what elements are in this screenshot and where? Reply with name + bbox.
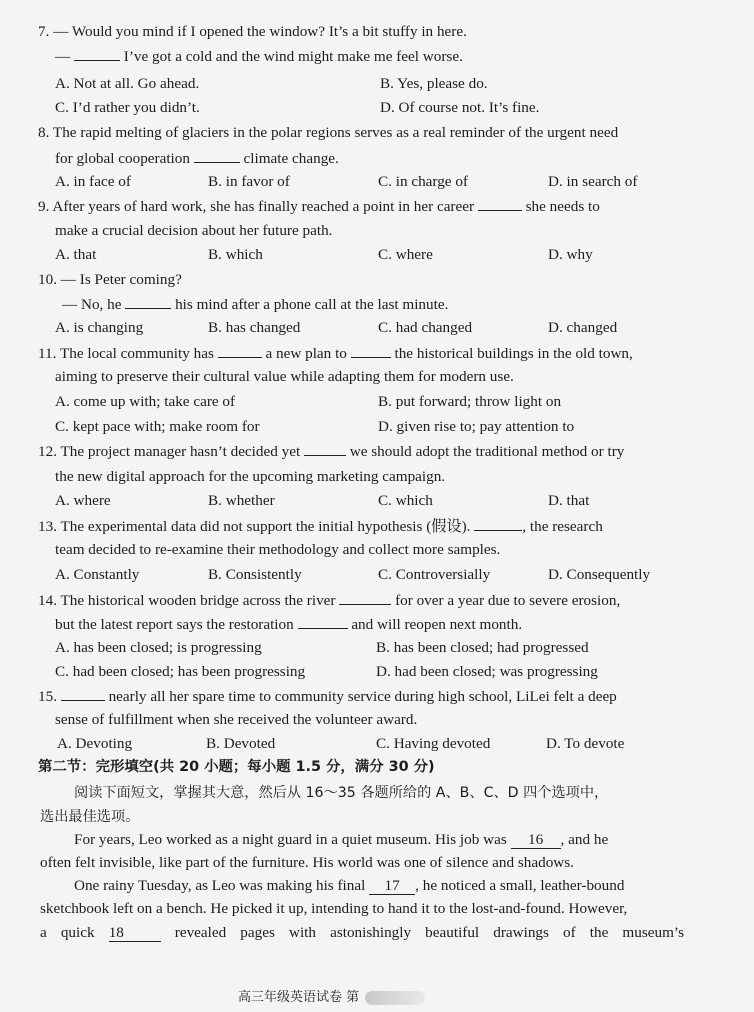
q10-option-c: C. had changed (378, 319, 473, 336)
q14-line2: but the latest report says the restoration and will reopen next month. (55, 616, 523, 633)
passage-p1-line2: often felt invisible, like part of the furniture. His world was one of silence and shadows. (40, 854, 574, 871)
q11-blank-2 (351, 343, 391, 358)
q14-option-d: D. had been closed; was progressing (376, 663, 598, 680)
q15-option-a: A. Devoting (57, 735, 133, 752)
q15-option-b: B. Devoted (206, 735, 276, 752)
q15-line2: sense of fulfillment when she received the volunteer award. (55, 711, 418, 728)
q9-option-b: B. which (208, 246, 263, 263)
section2-heading: 第二节：完形填空(共 20 小题；每小题 1.5 分，满分 30 分) (38, 759, 435, 775)
q14-stem: 14. The historical wooden bridge across the river for over a year due to severe erosion, (38, 592, 621, 609)
q7-blank (74, 46, 120, 61)
q7-option-c: C. I’d rather you didn’t. (55, 99, 200, 116)
q13-option-b: B. Consistently (208, 566, 302, 583)
q8-stem: 8. The rapid melting of glaciers in the polar regions serves as a real reminder of the urgent need (38, 124, 619, 141)
section2-instruction-line1: 阅读下面短文，掌握其大意，然后从 16～35 各题所给的 A、B、C、D 四个选项中， (74, 785, 609, 801)
q14-blank-2 (298, 614, 348, 629)
page-footer: 高三年级英语试卷 第 (238, 986, 425, 1005)
q10-option-b: B. has changed (208, 319, 301, 336)
q7-option-b: B. Yes, please do. (380, 75, 488, 92)
q15-stem: 15. nearly all her spare time to community service during high school, LiLei felt a deep (38, 688, 617, 705)
blank-18: 18 (109, 925, 161, 942)
q11-option-c: C. kept pace with; make room for (55, 418, 260, 435)
q14-option-c: C. had been closed; has been progressing (55, 663, 306, 680)
section2-instruction-line2: 选出最佳选项。 (40, 809, 140, 825)
q8-option-d: D. in search of (548, 173, 638, 190)
q9-line2: make a crucial decision about her future path. (55, 222, 333, 239)
footer-smudge (365, 991, 425, 1005)
q12-option-d: D. that (548, 492, 590, 509)
q7-line2: — I’ve got a cold and the wind might make me feel worse. (55, 48, 463, 65)
q11-stem: 11. The local community has a new plan to the historical buildings in the old town, (38, 345, 633, 362)
q14-option-a: A. has been closed; is progressing (55, 639, 262, 656)
q12-line2: the new digital approach for the upcoming marketing campaign. (55, 468, 446, 485)
q13-option-c: C. Controversially (378, 566, 491, 583)
q14-option-b: B. has been closed; had progressed (376, 639, 589, 656)
q8-blank (194, 148, 240, 163)
q9-blank (478, 196, 522, 211)
passage-p2-line2: sketchbook left on a bench. He picked it up, intending to hand it to the lost-and-found. However, (40, 900, 628, 917)
q10-blank (125, 294, 171, 309)
q13-option-a: A. Constantly (55, 566, 140, 583)
q13-line2: team decided to re-examine their methodology and collect more samples. (55, 541, 501, 558)
q12-option-c: C. which (378, 492, 433, 509)
q15-option-d: D. To devote (546, 735, 625, 752)
q12-stem: 12. The project manager hasn’t decided yet we should adopt the traditional method or try (38, 443, 625, 460)
q9-option-a: A. that (55, 246, 97, 263)
blank-16: 16 (511, 832, 561, 849)
q11-line2: aiming to preserve their cultural value while adapting them for modern use. (55, 368, 514, 385)
q12-option-b: B. whether (208, 492, 275, 509)
q10-option-d: D. changed (548, 319, 618, 336)
q11-option-b: B. put forward; throw light on (378, 393, 562, 410)
q12-option-a: A. where (55, 492, 111, 509)
q11-option-d: D. given rise to; pay attention to (378, 418, 575, 435)
q10-option-a: A. is changing (55, 319, 144, 336)
q13-stem: 13. The experimental data did not support the initial hypothesis (假设). , the research (38, 518, 603, 535)
q10-stem: 10. — Is Peter coming? (38, 271, 182, 288)
q8-line2: for global cooperation climate change. (55, 150, 339, 167)
passage-p2-line3: a quick 18 revealed pages with astonishingly beautiful drawings of the museum’s (40, 924, 685, 941)
passage-p1-line1: For years, Leo worked as a night guard in a quiet museum. His job was 16 , and he (74, 831, 609, 848)
q11-option-a: A. come up with; take care of (55, 393, 236, 410)
q9-stem: 9. After years of hard work, she has finally reached a point in her career she needs to (38, 198, 600, 215)
q15-option-c: C. Having devoted (376, 735, 491, 752)
q12-blank (304, 441, 346, 456)
q10-line2: — No, he his mind after a phone call at the last minute. (62, 296, 449, 313)
q8-option-c: C. in charge of (378, 173, 468, 190)
q15-blank (61, 686, 105, 701)
q14-blank-1 (339, 590, 391, 605)
q7-stem: 7. — Would you mind if I opened the window? It’s a bit stuffy in here. (38, 23, 467, 40)
q11-blank-1 (218, 343, 262, 358)
q13-option-d: D. Consequently (548, 566, 651, 583)
q7-option-a: A. Not at all. Go ahead. (55, 75, 200, 92)
q9-option-d: D. why (548, 246, 593, 263)
blank-17: 17 (369, 878, 415, 895)
q8-option-a: A. in face of (55, 173, 131, 190)
q9-option-c: C. where (378, 246, 433, 263)
q13-blank (474, 516, 522, 531)
passage-p2-line1: One rainy Tuesday, as Leo was making his final 17 , he noticed a small, leather-bound (74, 877, 625, 894)
q8-option-b: B. in favor of (208, 173, 290, 190)
q7-option-d: D. Of course not. It’s fine. (380, 99, 540, 116)
